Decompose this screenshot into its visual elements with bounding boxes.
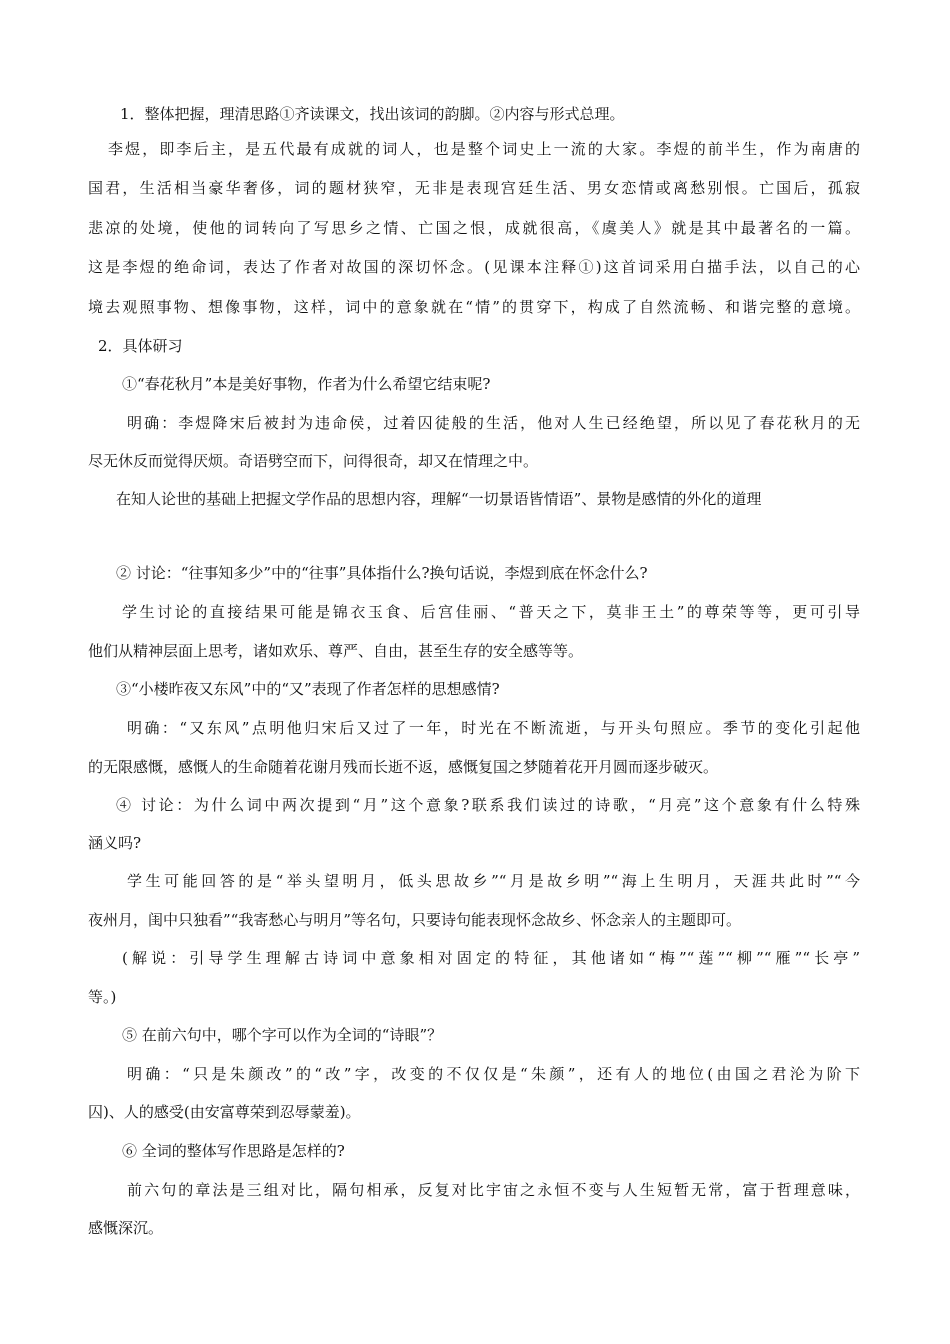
explanation-4-line-1: (解说：引导学生理解古诗词中意象相对固定的特征，其他诸如“梅”“莲”“柳”“雁”“长亭” xyxy=(122,949,860,967)
question-5: ⑤ 在前六句中，哪个字可以作为全词的“诗眼”？ xyxy=(122,1026,443,1044)
answer-5-line-1: 明确：“只是朱颜改”的“改”字，改变的不仅仅是“朱颜”，还有人的地位(由国之君沦为阶下 xyxy=(127,1065,860,1083)
teaching-note-1: 在知人论世的基础上把握文学作品的思想内容，理解“一切景语皆情语”、景物是感情的外化的道理 xyxy=(116,490,762,508)
answer-3-line-2: 的无限感慨，感慨人的生命随着花谢月残而长逝不返，感慨复国之梦随着花开月圆而逐步破灭。 xyxy=(88,758,719,776)
section1-heading: 1．整体把握，理清思路①齐读课文，找出该词的韵脚。②内容与形式总理。 xyxy=(120,105,625,123)
answer-2-line-1: 学生讨论的直接结果可能是锦衣玉食、后宫佳丽、“普天之下，莫非王土”的尊荣等等，更可引导 xyxy=(122,603,860,621)
question-3: ③“小楼昨夜又东风”中的“又”表现了作者怎样的思想感情? xyxy=(116,680,500,698)
answer-5-line-2: 囚)、人的感受(由安富尊荣到忍辱蒙羞)。 xyxy=(88,1103,361,1121)
answer-3-line-1: 明确：“又东风”点明他归宋后又过了一年，时光在不断流逝，与开头句照应。季节的变化引起他 xyxy=(127,719,860,737)
intro-paragraph-line-1: 李煜，即李后主，是五代最有成就的词人，也是整个词史上一流的大家。李煜的前半生，作为南唐的 xyxy=(108,140,860,158)
question-4-line-2: 涵义吗? xyxy=(88,834,142,852)
answer-4-line-2: 夜州月，闺中只独看”“我寄愁心与明月”等名句，只要诗句能表现怀念故乡、怀念亲人的主题即可。 xyxy=(88,911,742,929)
answer-1-line-1: 明确：李煜降宋后被封为违命侯，过着囚徒般的生活，他对人生已经绝望，所以见了春花秋月的无 xyxy=(127,414,860,432)
intro-paragraph-line-3: 悲凉的处境，使他的词转向了写思乡之情、亡国之恨，成就很高，《虞美人》就是其中最著名的一篇。 xyxy=(88,219,860,237)
section2-heading: 2．具体研习 xyxy=(98,337,183,355)
question-1: ①“春花秋月”本是美好事物，作者为什么希望它结束呢? xyxy=(122,375,491,393)
explanation-4-line-2: 等。) xyxy=(88,988,117,1006)
question-2: ② 讨论：“往事知多少”中的“往事”具体指什么?换句话说，李煜到底在怀念什么? xyxy=(116,564,648,582)
intro-paragraph-line-2: 国君，生活相当豪华奢侈，词的题材狭窄，无非是表现宫廷生活、男女恋情或离愁别恨。亡国后，孤寂 xyxy=(88,179,860,197)
answer-4-line-1: 学生可能回答的是“举头望明月，低头思故乡”“月是故乡明”“海上生明月，天涯共此时”“今 xyxy=(127,872,860,890)
intro-paragraph-line-5: 境去观照事物、想像事物，这样，词中的意象就在“情”的贯穿下，构成了自然流畅、和谐完整的意境。 xyxy=(88,298,860,316)
answer-1-line-2: 尽无休反而觉得厌烦。奇语劈空而下，问得很奇，却又在情理之中。 xyxy=(88,452,539,470)
question-4-line-1: ④ 讨论：为什么词中两次提到“月”这个意象?联系我们读过的诗歌，“月亮”这个意象有什么特殊 xyxy=(116,796,860,814)
question-6: ⑥ 全词的整体写作思路是怎样的? xyxy=(122,1142,345,1160)
intro-paragraph-line-4: 这是李煜的绝命词，表达了作者对故国的深切怀念。(见课本注释①)这首词采用白描手法，以自己的心 xyxy=(88,258,860,276)
answer-6-line-2: 感慨深沉。 xyxy=(88,1219,164,1237)
answer-2-line-2: 他们从精神层面上思考，诸如欢乐、尊严、自由，甚至生存的安全感等等。 xyxy=(88,642,584,660)
answer-6-line-1: 前六句的章法是三组对比，隔句相承，反复对比宇宙之永恒不变与人生短暂无常，富于哲理意味， xyxy=(127,1181,860,1199)
